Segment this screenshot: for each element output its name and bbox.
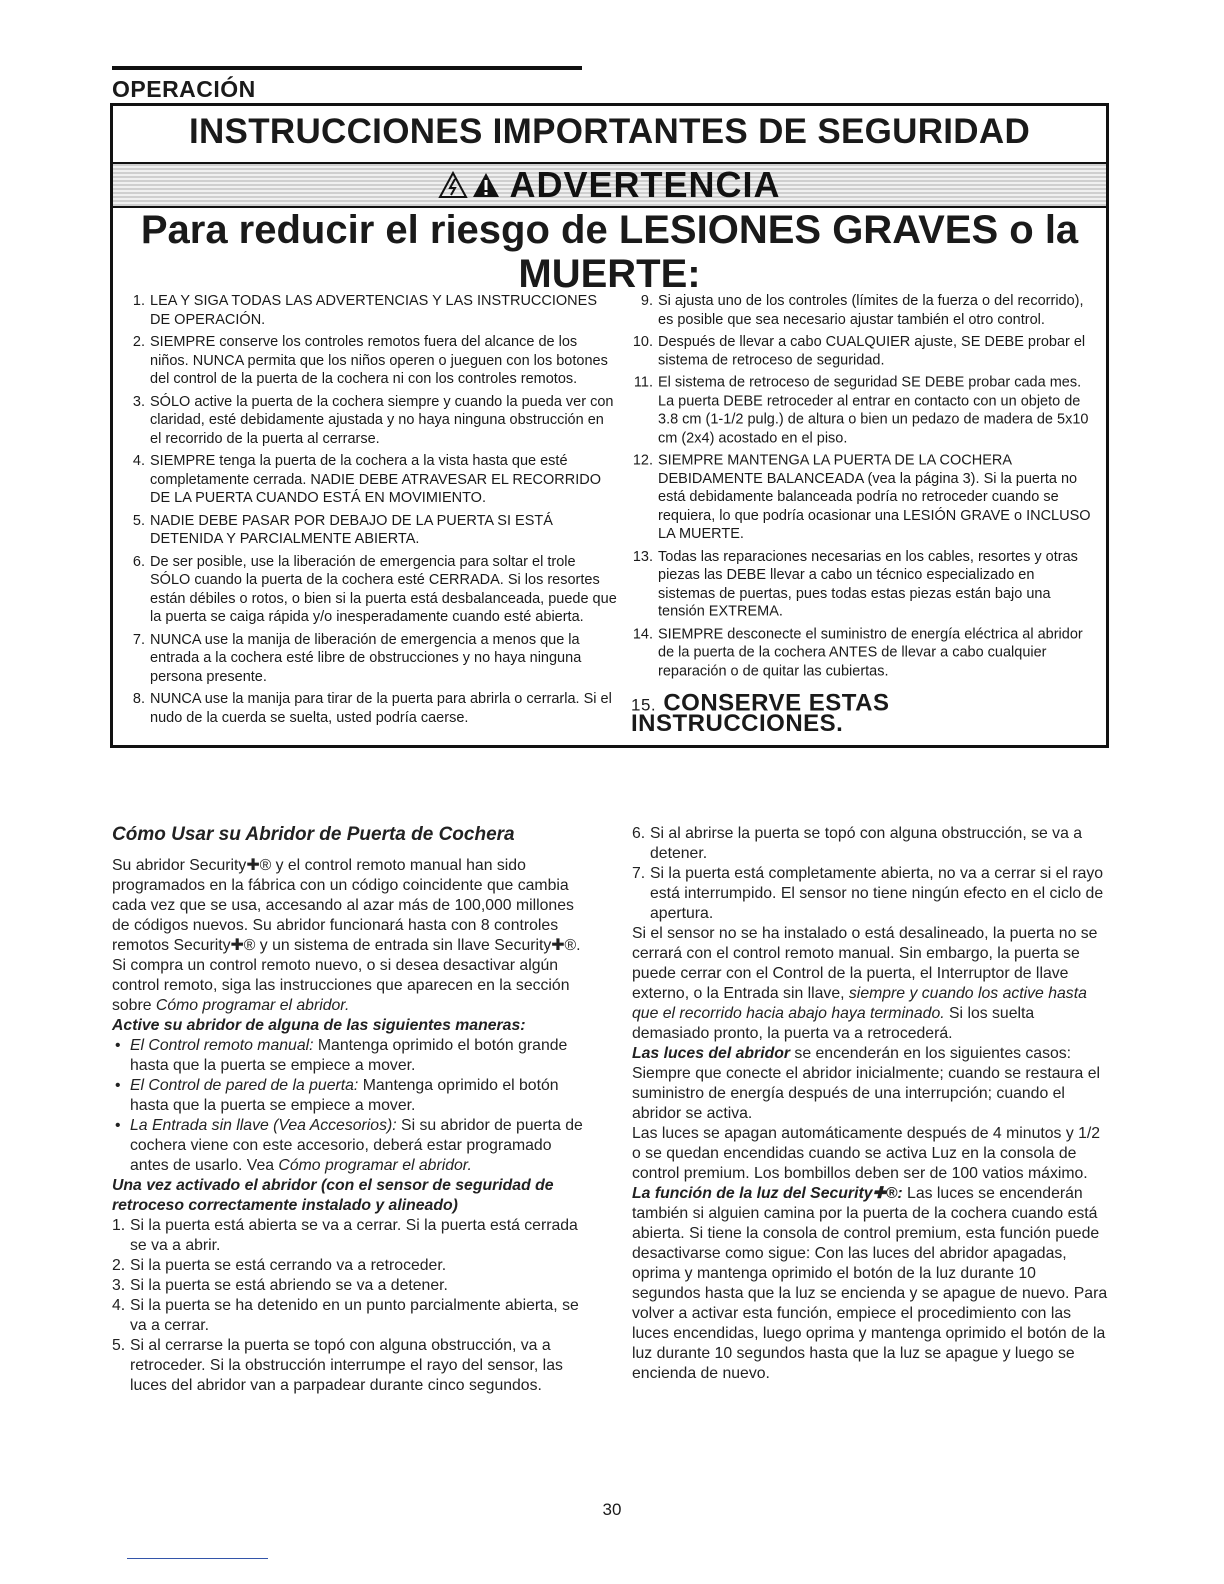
safety-item-number: 5. <box>132 512 145 529</box>
activation-item <box>112 1076 592 1116</box>
safety-list-right <box>631 292 1093 680</box>
safety-item-text: SIEMPRE conserve los controles remotos fuera del alcance de los niños. NUNCA permita que los niños operen o jueguen con los botones del control de la puerta de la cochera ni con los controles remotos. <box>150 334 608 387</box>
safety-item <box>123 393 619 449</box>
safety-item <box>123 690 619 727</box>
section-title: OPERACIÓN <box>112 76 256 102</box>
safety-item <box>123 553 619 627</box>
safety-item-text: Si ajusta uno de los controles (límites de la fuerza o del recorrido), es posible que sea necesario ajustar también el otro control. <box>658 292 1084 328</box>
behavior-step-number: 2. <box>112 1257 126 1274</box>
safety-item-text: NUNCA use la manija de liberación de emergencia a menos que la entrada a la cochera esté libre de obstrucciones y no haya ninguna persona presente. <box>150 631 582 685</box>
behavior-step <box>112 1256 592 1276</box>
safety-item-number: 4. <box>132 453 145 469</box>
behavior-step-text: Si la puerta se ha detenido en un punto parcialmente abierta, se va a cerrar. <box>130 1297 579 1334</box>
safety-item <box>631 625 1093 680</box>
usage-heading: Cómo Usar su Abridor de Puerta de Cochera <box>112 824 515 845</box>
safety-item-text: LEA Y SIGA TODAS LAS ADVERTENCIAS Y LAS INSTRUCCIONES DE OPERACIÓN. <box>150 293 597 328</box>
safety-item-number: 3. <box>132 393 145 410</box>
behavior-step-number: 3. <box>112 1277 126 1294</box>
section-rule <box>112 66 582 70</box>
safety-item-number: 6. <box>132 553 145 570</box>
behavior-steps-right <box>632 824 1108 924</box>
sensor-heading: Una vez activado el abridor (con el sensor de seguridad de retroceso correctamente instalado y alineado) <box>112 1177 554 1214</box>
conserve-instructions <box>631 689 1093 737</box>
light-feature-paragraph <box>632 1184 1108 1384</box>
behavior-step-text: Si la puerta se está abriendo se va a detener. <box>130 1277 448 1294</box>
lights-off-paragraph: Las luces se apagan automáticamente después de 4 minutos y 1/2 o se quedan encendidas cuando se activa Luz en la consola de control premium. Los bombillos deben ser de 100 vatios máximo. <box>632 1125 1101 1182</box>
light-feature-text: Las luces se encenderán también si alguien camina por la puerta de la cochera cuando está abierta. Si tiene la consola de control premium, esta función puede desactivarse como sigue: Con las luces del abridor apagadas, oprima y mantenga oprimido el botón de la luz durante 10 segundos hasta que la luz se encienda y se apague de nuevo. Para volver a activar esta función, empiece el procedimiento con las luces encendidas, luego oprima y mantenga oprimido el botón de la luz durante 10 segundos hasta que la luz se apague y luego se encienda de nuevo. <box>632 1185 1108 1382</box>
activation-item-text: Si su abridor de puerta de cochera viene con este accesorio, deberá estar programado antes de usarlo. Vea <box>130 1117 583 1174</box>
safety-item-number: 12. <box>632 452 653 469</box>
safety-right-column <box>631 292 1093 737</box>
warning-band <box>113 162 1106 208</box>
conserve-number: 15. <box>631 695 657 715</box>
intro-reference: Cómo programar el abridor. <box>155 997 350 1014</box>
sensor-text-2: Si los suelta demasiado pronto, la puerta va a retrocederá. <box>632 1005 1035 1042</box>
behavior-step-text: Si al cerrarse la puerta se topó con alguna obstrucción, va a retroceder. Si la obstrucción interrumpe el rayo del sensor, las luces del abridor van a parpadear durante cinco segundos. <box>130 1337 563 1394</box>
activate-heading: Active su abridor de alguna de las siguientes maneras: <box>112 1017 526 1034</box>
behavior-step-number: 5. <box>112 1337 126 1354</box>
safety-item-text: Después de llevar a cabo CUALQUIER ajuste, SE DEBE probar el sistema de retroceso de seguridad. <box>658 333 1086 369</box>
activation-item-tail: Cómo programar el abridor. <box>278 1157 472 1174</box>
behavior-step-text: Si la puerta se está cerrando va a retroceder. <box>130 1257 447 1274</box>
light-feature-lead: La función de la luz del Security✚®: <box>632 1185 903 1202</box>
safety-item-text: SIEMPRE MANTENGA LA PUERTA DE LA COCHERA DEBIDAMENTE BALANCEADA (vea la página 3). Si la puerta no está debidamente balanceada podría no retroceder cuando se requiera, lo que podría ocasionar una LESIÓN GRAVE o INCLUSO LA MUERTE. <box>658 452 1091 542</box>
activation-list <box>112 1036 592 1176</box>
safety-item-number: 9. <box>640 292 653 309</box>
behavior-step-text: Si al abrirse la puerta se topó con alguna obstrucción, se va a detener. <box>650 825 1083 862</box>
safety-item-text: De ser posible, use la liberación de emergencia para soltar el trole SÓLO cuando la puerta de la cochera esté CERRADA. Si los resortes están débiles o rotos, o bien si la puerta está desbalanceada, puede que la puerta se caiga rápida y/o inesperadamente cuando esté abierta. <box>150 553 617 625</box>
behavior-step-number: 4. <box>112 1297 126 1314</box>
conserve-text: CONSERVE ESTAS INSTRUCCIONES. <box>631 689 890 737</box>
warning-triangle-icon <box>471 171 501 199</box>
safety-item-text: SIEMPRE tenga la puerta de la cochera a la vista hasta que esté completamente cerrada. NADIE DEBE ATRAVESAR EL RECORRIDO DE LA PUERTA CUANDO ESTÁ EN MOVIMIENTO. <box>150 453 601 506</box>
safety-item <box>631 374 1093 448</box>
safety-item <box>123 631 619 687</box>
safety-item-number: 2. <box>132 334 145 350</box>
safety-item <box>631 451 1093 543</box>
lights-paragraph <box>632 1044 1108 1124</box>
left-text-column <box>112 824 592 1396</box>
behavior-step <box>112 1276 592 1296</box>
sensor-text-italic: siempre y cuando los active hasta que el recorrido hacia abajo haya terminado. <box>632 985 1087 1022</box>
activation-item-text: Mantenga oprimido el botón grande hasta que la puerta se empiece a mover. <box>130 1037 568 1074</box>
behavior-step <box>112 1336 592 1396</box>
warning-headline <box>113 208 1106 296</box>
safety-item-number: 7. <box>132 631 145 648</box>
behavior-step-number: 1. <box>112 1217 126 1234</box>
footer-rule <box>127 1558 268 1559</box>
safety-item-number: 1. <box>132 293 145 309</box>
safety-item-text: NADIE DEBE PASAR POR DEBAJO DE LA PUERTA SI ESTÁ DETENIDA Y PARCIALMENTE ABIERTA. <box>150 512 553 547</box>
behavior-step <box>112 1296 592 1336</box>
safety-item-number: 11. <box>633 374 653 391</box>
behavior-step <box>632 824 1108 864</box>
shock-hazard-icon <box>438 171 468 199</box>
right-text-column <box>632 824 1108 1384</box>
behavior-step-number: 7. <box>632 865 646 882</box>
safety-item-text: El sistema de retroceso de seguridad SE DEBE probar cada mes. La puerta DEBE retroceder al entrar en contacto con un objeto de 3.8 cm (1-1/2 pulg.) de altura o bien un pedazo de madera de 5x10 cm (2x4) acostado en el piso. <box>658 374 1089 446</box>
behavior-step <box>112 1216 592 1256</box>
activation-item-lead: La Entrada sin llave (Vea Accesorios): <box>130 1117 397 1134</box>
headline-line-2: MUERTE: <box>518 252 701 296</box>
safety-item <box>123 333 619 389</box>
page-number: 30 <box>602 1500 622 1519</box>
lights-text: se encenderán en los siguientes casos: Siempre que conecte el abridor inicialmente; cuando se restaura el suministro de energía después de una interrupción; cuando el abridor se activa. <box>632 1045 1101 1122</box>
safety-item-number: 8. <box>132 691 145 707</box>
sensor-text-1: Si el sensor no se ha instalado o está desalineado, la puerta no se cerrará con el control remoto manual. Sin embargo, la puerta se puede cerrar con el Control de la puerta, el Interruptor de llave externo, o la Entrada sin llave, <box>632 925 1098 1002</box>
safety-list-left <box>123 292 619 727</box>
safety-item <box>631 333 1093 370</box>
safety-item-text: SIEMPRE desconecte el suministro de energía eléctrica al abridor de la puerta de la cochera ANTES de llevar a cabo cualquier reparación o de quitar las cubiertas. <box>658 626 1083 679</box>
intro-text: Su abridor Security✚® y el control remoto manual han sido programados en la fábrica con un código coincidente que cambia cada vez que se usa, accesando al azar más de 100,000 millones de códigos nuevos. Su abridor funcionará hasta con 8 controles remotos Security✚® y un sistema de entrada sin llave Security✚®. Si compra un control remoto nuevo, o si desea desactivar algún control remoto, siga las instrucciones que aparecen en la sección sobre <box>112 857 581 1014</box>
safety-item <box>123 452 619 508</box>
safety-item <box>123 512 619 549</box>
safety-item <box>631 547 1093 621</box>
activation-item-text: Mantenga oprimido el botón hasta que la puerta se empiece a mover. <box>130 1077 559 1114</box>
safety-item-text: SÓLO active la puerta de la cochera siempre y cuando la pueda ver con claridad, esté debidamente ajustada y no haya ninguna obstrucción en el recorrido de la puerta al cerrarse. <box>150 393 614 447</box>
behavior-step-number: 6. <box>632 825 646 842</box>
sensor-paragraph <box>632 924 1108 1044</box>
intro-paragraph <box>112 856 592 1016</box>
activation-item-lead: El Control de pared de la puerta: <box>130 1077 359 1094</box>
warning-word: ADVERTENCIA <box>509 164 781 205</box>
safety-item <box>123 292 619 329</box>
safety-item-number: 14. <box>632 626 653 643</box>
lights-lead: Las luces del abridor <box>632 1045 791 1062</box>
activation-item <box>112 1036 592 1076</box>
safety-left-column <box>123 292 619 731</box>
safety-item-text: NUNCA use la manija para tirar de la puerta para abrirla o cerrarla. Si el nudo de la cuerda se suelta, usted podría caerse. <box>150 691 612 726</box>
activation-item-lead: El Control remoto manual: <box>130 1037 314 1054</box>
safety-item-text: Todas las reparaciones necesarias en los cables, resortes y otras piezas las DEBE llevar a cabo un técnico especializado en sistemas de puertas, pues todas estas piezas están bajo una tensión EXTREMA. <box>658 548 1078 620</box>
headline-line-1: Para reducir el riesgo de LESIONES GRAVES o la <box>140 208 1079 252</box>
safety-item-number: 13. <box>632 548 653 565</box>
safety-item-number: 10. <box>632 333 653 350</box>
safety-box-title: INSTRUCCIONES IMPORTANTES DE SEGURIDAD <box>188 112 1031 151</box>
safety-warning-box <box>110 103 1109 748</box>
safety-item <box>631 292 1093 329</box>
behavior-step <box>632 864 1108 924</box>
behavior-step-text: Si la puerta está completamente abierta, no va a cerrar si el rayo está interrumpido. El sensor no tiene ningún efecto en el ciclo de apertura. <box>650 865 1104 922</box>
behavior-step-text: Si la puerta está abierta se va a cerrar. Si la puerta está cerrada se va a abrir. <box>130 1217 578 1254</box>
behavior-steps-left <box>112 1216 592 1396</box>
activation-item <box>112 1116 592 1176</box>
